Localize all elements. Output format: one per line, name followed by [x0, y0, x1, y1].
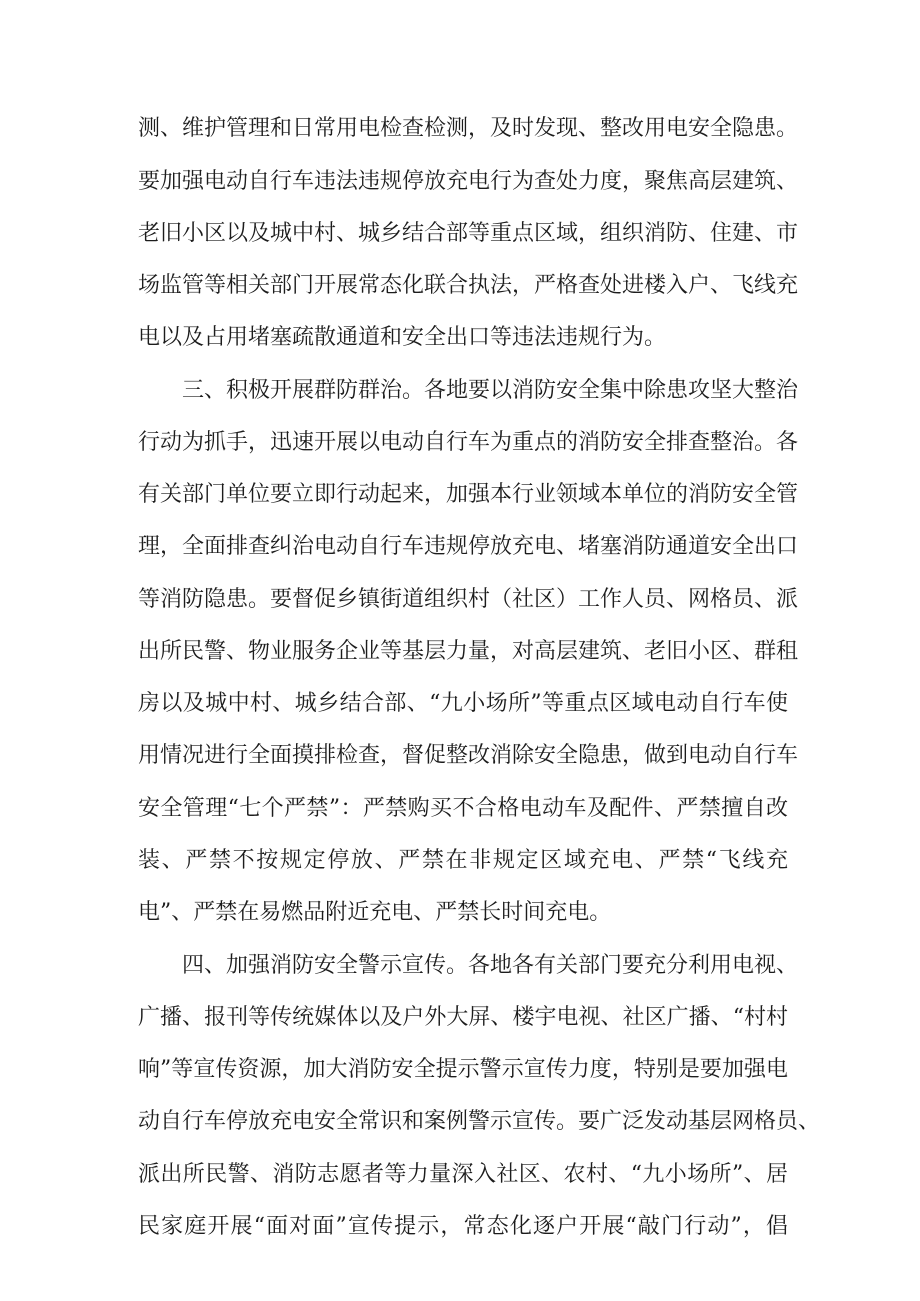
text-line-4: 场监管等相关部门开展常态化联合执法，严格查处进楼入户、飞线充 [138, 273, 799, 298]
paragraph-3-heading-line: 三、积极开展群防群治。各地要以消防安全集中除患攻坚大整治 [182, 378, 799, 403]
text-line-13: 用情况进行全面摸排检查，督促整改消除安全隐患，做到电动自行车 [138, 743, 799, 768]
text-line-20: 动自行车停放充电安全常识和案例警示宣传。要广泛发动基层网格员、 [138, 1109, 821, 1134]
text-line-2: 要加强电动自行车违法违规停放充电行为查处力度，聚焦高层建筑、 [138, 169, 799, 194]
text-line-16: 电”、严禁在易燃品附近充电、严禁长时间充电。 [138, 900, 612, 925]
text-line-9: 理，全面排查纠治电动自行车违规停放充电、堵塞消防通道安全出口 [138, 534, 799, 559]
text-line-12: 房以及城中村、城乡结合部、“九小场所”等重点区域电动自行车使 [138, 691, 788, 716]
text-line-8: 有关部门单位要立即行动起来，加强本行业领域本单位的消防安全管 [138, 482, 799, 507]
text-line-22: 民家庭开展“面对面”宣传提示，常态化逐户开展“敲门行动”，倡 [138, 1214, 788, 1239]
text-line-5: 电以及占用堵塞疏散通道和安全出口等违法违规行为。 [138, 325, 667, 350]
text-line-1: 测、维护管理和日常用电检查检测，及时发现、整改用电安全隐患。 [138, 116, 799, 141]
text-line-21: 派出所民警、消防志愿者等力量深入社区、农村、“九小场所”、居 [138, 1162, 788, 1187]
text-line-11: 出所民警、物业服务企业等基层力量，对高层建筑、老旧小区、群租 [138, 639, 799, 664]
paragraph-4-heading-line: 四、加强消防安全警示宣传。各地各有关部门要充分利用电视、 [182, 953, 799, 978]
text-line-14: 安全管理“七个严禁”：严禁购买不合格电动车及配件、严禁擅自改 [138, 796, 788, 821]
text-line-10: 等消防隐患。要督促乡镇街道组织村（社区）工作人员、网格员、派 [138, 587, 799, 612]
text-line-3: 老旧小区以及城中村、城乡结合部等重点区域，组织消防、住建、市 [138, 221, 799, 246]
text-line-18: 广播、报刊等传统媒体以及户外大屏、楼宇电视、社区广播、“村村 [138, 1005, 788, 1030]
text-line-7: 行动为抓手，迅速开展以电动自行车为重点的消防安全排查整治。各 [138, 430, 799, 455]
text-line-15: 装、严禁不按规定停放、严禁在非规定区域充电、严禁“飞线充 [138, 848, 788, 873]
text-line-19: 响”等宣传资源，加大消防安全提示警示宣传力度，特别是要加强电 [138, 1057, 788, 1082]
